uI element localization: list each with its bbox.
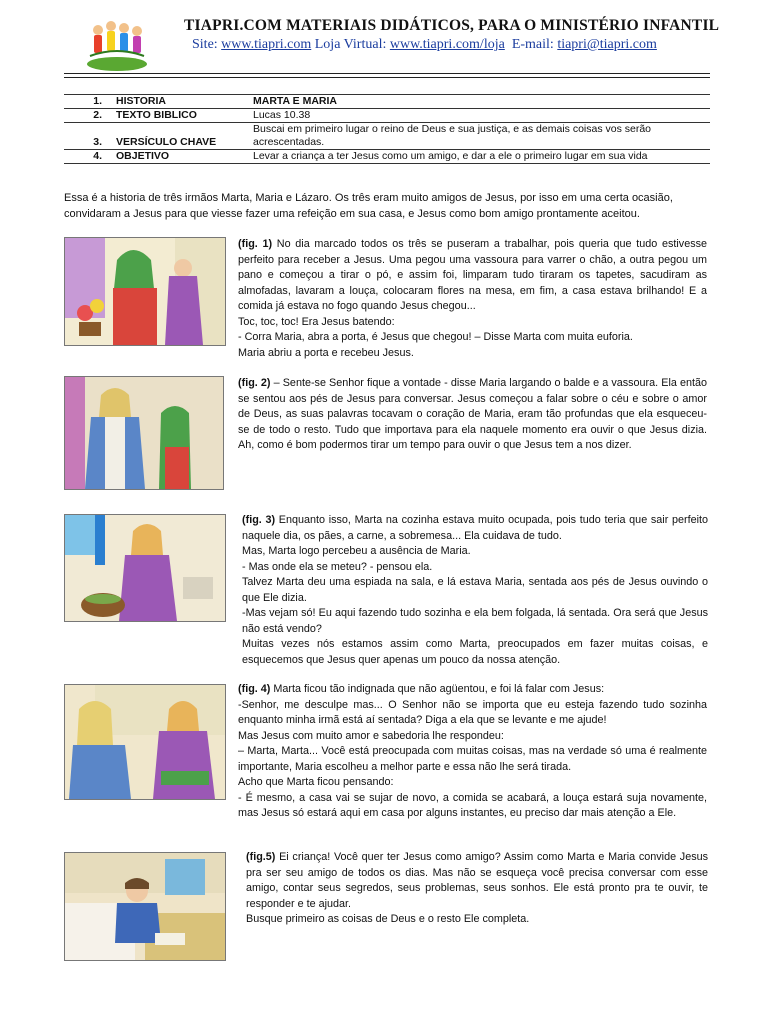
row-number: 1. bbox=[64, 95, 110, 109]
header-rule-bottom bbox=[64, 77, 710, 78]
story-section-4 bbox=[238, 682, 707, 822]
row-value: Buscai em primeiro lugar o reino de Deus e sua justiça, e as demais coisas vos serão acrescentadas. bbox=[253, 123, 710, 150]
story-section-1 bbox=[238, 237, 707, 361]
illustration-fig-2 bbox=[64, 376, 224, 490]
row-number: 2. bbox=[64, 109, 110, 123]
row-value: Levar a criança a ter Jesus como um amigo, e dar a ele o primeiro lugar em sua vida bbox=[253, 150, 710, 164]
store-label: Loja Virtual: bbox=[314, 37, 387, 52]
fig-label: (fig.5) bbox=[246, 851, 276, 863]
section-lead: No dia marcado todos os três se puseram a trabalhar, pois queria que tudo estivesse perfeito para receber a Jesus. Uma pegou uma vassoura para varrer o chão, a outra pegou um pano e começou a tirar o pó, e assim foi, limparam tudo tiraram os tapetes, sacudiram as almofadas, lavaram a louça, colocaram flores na mesa, em fim, a casa estava brilhando! E a comida já estava no fogo quando Jesus chegou... bbox=[238, 238, 707, 312]
intro-paragraph: Essa é a historia de três irmãos Marta, Maria e Lázaro. Os três eram muito amigos de Jesus, por isso em uma certa ocasião, convidaram a Jesus para que viesse fazer uma refeição em sua casa, e Jesus como bom amigo prontamente aceitou. bbox=[64, 192, 673, 220]
section-lead: Enquanto isso, Marta na cozinha estava muito ocupada, pois tudo teria que sair perfeito naquele dia, os pães, a carne, a sobremesa... Ela cuidava de tudo. bbox=[242, 514, 708, 542]
section-line: Toc, toc, toc! Era Jesus batendo: bbox=[238, 315, 395, 328]
store-link[interactable]: www.tiapri.com/loja bbox=[389, 37, 505, 52]
fig-label: (fig. 1) bbox=[238, 238, 273, 250]
site-link[interactable]: www.tiapri.com bbox=[221, 37, 312, 52]
section-line: Muitas vezes nós estamos assim como Marta, preocupados em fazer muitas coisas, e esquecemos que Jesus quer apenas um pouco da nossa atenção. bbox=[242, 638, 708, 666]
illustration-fig-3 bbox=[64, 514, 226, 622]
fig-label: (fig. 2) bbox=[238, 377, 271, 389]
row-number: 4. bbox=[64, 150, 110, 164]
row-label: OBJETIVO bbox=[110, 150, 253, 164]
section-line: -Mas vejam só! Eu aqui fazendo tudo sozinha e ela bem folgada, lá sentada. Ora será que Jesus não está vendo? bbox=[242, 607, 708, 635]
table-row bbox=[64, 150, 710, 164]
section-lead: – Sente-se Senhor fique a vontade - disse Maria largando o balde e a vassoura. Ela então se sentou aos pés de Jesus para conversar. Jesus começou a falar sobre o céu e sobre o amor de Deus, as suas palavras tocavam o coração de Maria, eram tão profundas que ela esqueceu-se de todo o resto. Tudo que importava para ela naquele momento era ouvir o que Jesus dizia. Ah, como é bom podermos tirar um tempo para ouvir o que Jesus tem a nos dizer. bbox=[238, 377, 707, 451]
table-row bbox=[64, 95, 710, 109]
header-title: TIAPRI.COM MATERIAIS DIDÁTICOS, PARA O MINISTÉRIO INFANTIL bbox=[184, 17, 720, 34]
section-line: Talvez Marta deu uma espiada na sala, e lá estava Maria, sentada aos pés de Jesus ouvindo o que Ele dizia. bbox=[242, 576, 708, 604]
lesson-info-table bbox=[64, 94, 710, 164]
section-line: -Senhor, me desculpe mas... O Senhor não se importa que eu esteja fazendo tudo sozinha enquanto minha irmã está aí sentada? Diga a ela que se levante e me ajude! bbox=[238, 698, 707, 726]
section-line: Mas, Marta logo percebeu a ausência de Maria. bbox=[242, 545, 471, 557]
story-section-3 bbox=[242, 513, 708, 668]
email-link[interactable]: tiapri@tiapri.com bbox=[557, 37, 657, 52]
children-logo bbox=[84, 16, 150, 72]
row-label: TEXTO BIBLICO bbox=[110, 109, 253, 123]
row-value: Lucas 10.38 bbox=[253, 109, 710, 123]
section-lead: Ei criança! Você quer ter Jesus como amigo? Assim como Marta e Maria convide Jesus pra ser seu amigo de todos os dias. Mas não se esqueça você precisa conversar com esse amigo, contar seus segredos, seus problemas, seus sonhos. Ele está pronto pra te ouvir, te responder e te ajudar. bbox=[246, 851, 708, 910]
row-number: 3. bbox=[64, 123, 110, 150]
section-line: Mas Jesus com muito amor e sabedoria lhe respondeu: bbox=[238, 729, 504, 742]
header-rule-top bbox=[64, 73, 710, 74]
story-section-5 bbox=[246, 850, 708, 928]
illustration-fig-1 bbox=[64, 237, 226, 346]
email-label: E-mail: bbox=[511, 37, 554, 52]
story-section-2 bbox=[238, 376, 707, 454]
section-line: - Corra Maria, abra a porta, é Jesus que chegou! – Disse Marta com muita euforia. bbox=[238, 331, 633, 343]
illustration-fig-5 bbox=[64, 852, 226, 961]
table-row bbox=[64, 109, 710, 123]
row-value: MARTA E MARIA bbox=[253, 95, 710, 109]
section-line: - É mesmo, a casa vai se sujar de novo, a comida se acabará, a louça estará suja novamente, mas Jesus só estará aqui em casa por alguns instantes, eu preciso dar mais atenção a Ele. bbox=[238, 791, 707, 819]
row-label: HISTORIA bbox=[110, 95, 253, 109]
section-line: – Marta, Marta... Você está preocupada com muitas coisas, mas na verdade só uma é realmente importante, Maria escolheu a melhor parte e essa não lhe será tirada. bbox=[238, 745, 707, 773]
section-line: - Mas onde ela se meteu? - pensou ela. bbox=[242, 560, 433, 573]
row-label: VERSÍCULO CHAVE bbox=[110, 123, 253, 150]
section-line: Busque primeiro as coisas de Deus e o resto Ele completa. bbox=[246, 913, 530, 925]
section-line: Maria abriu a porta e recebeu Jesus. bbox=[238, 346, 414, 359]
section-line: Acho que Marta ficou pensando: bbox=[238, 776, 394, 788]
section-lead: Marta ficou tão indignada que não agüentou, e foi lá falar com Jesus: bbox=[270, 683, 605, 695]
fig-label: (fig. 4) bbox=[238, 683, 271, 695]
illustration-fig-4 bbox=[64, 684, 226, 800]
fig-label: (fig. 3) bbox=[242, 514, 276, 526]
site-label: Site: bbox=[192, 37, 218, 52]
header-contacts bbox=[192, 37, 657, 53]
table-row bbox=[64, 123, 710, 150]
